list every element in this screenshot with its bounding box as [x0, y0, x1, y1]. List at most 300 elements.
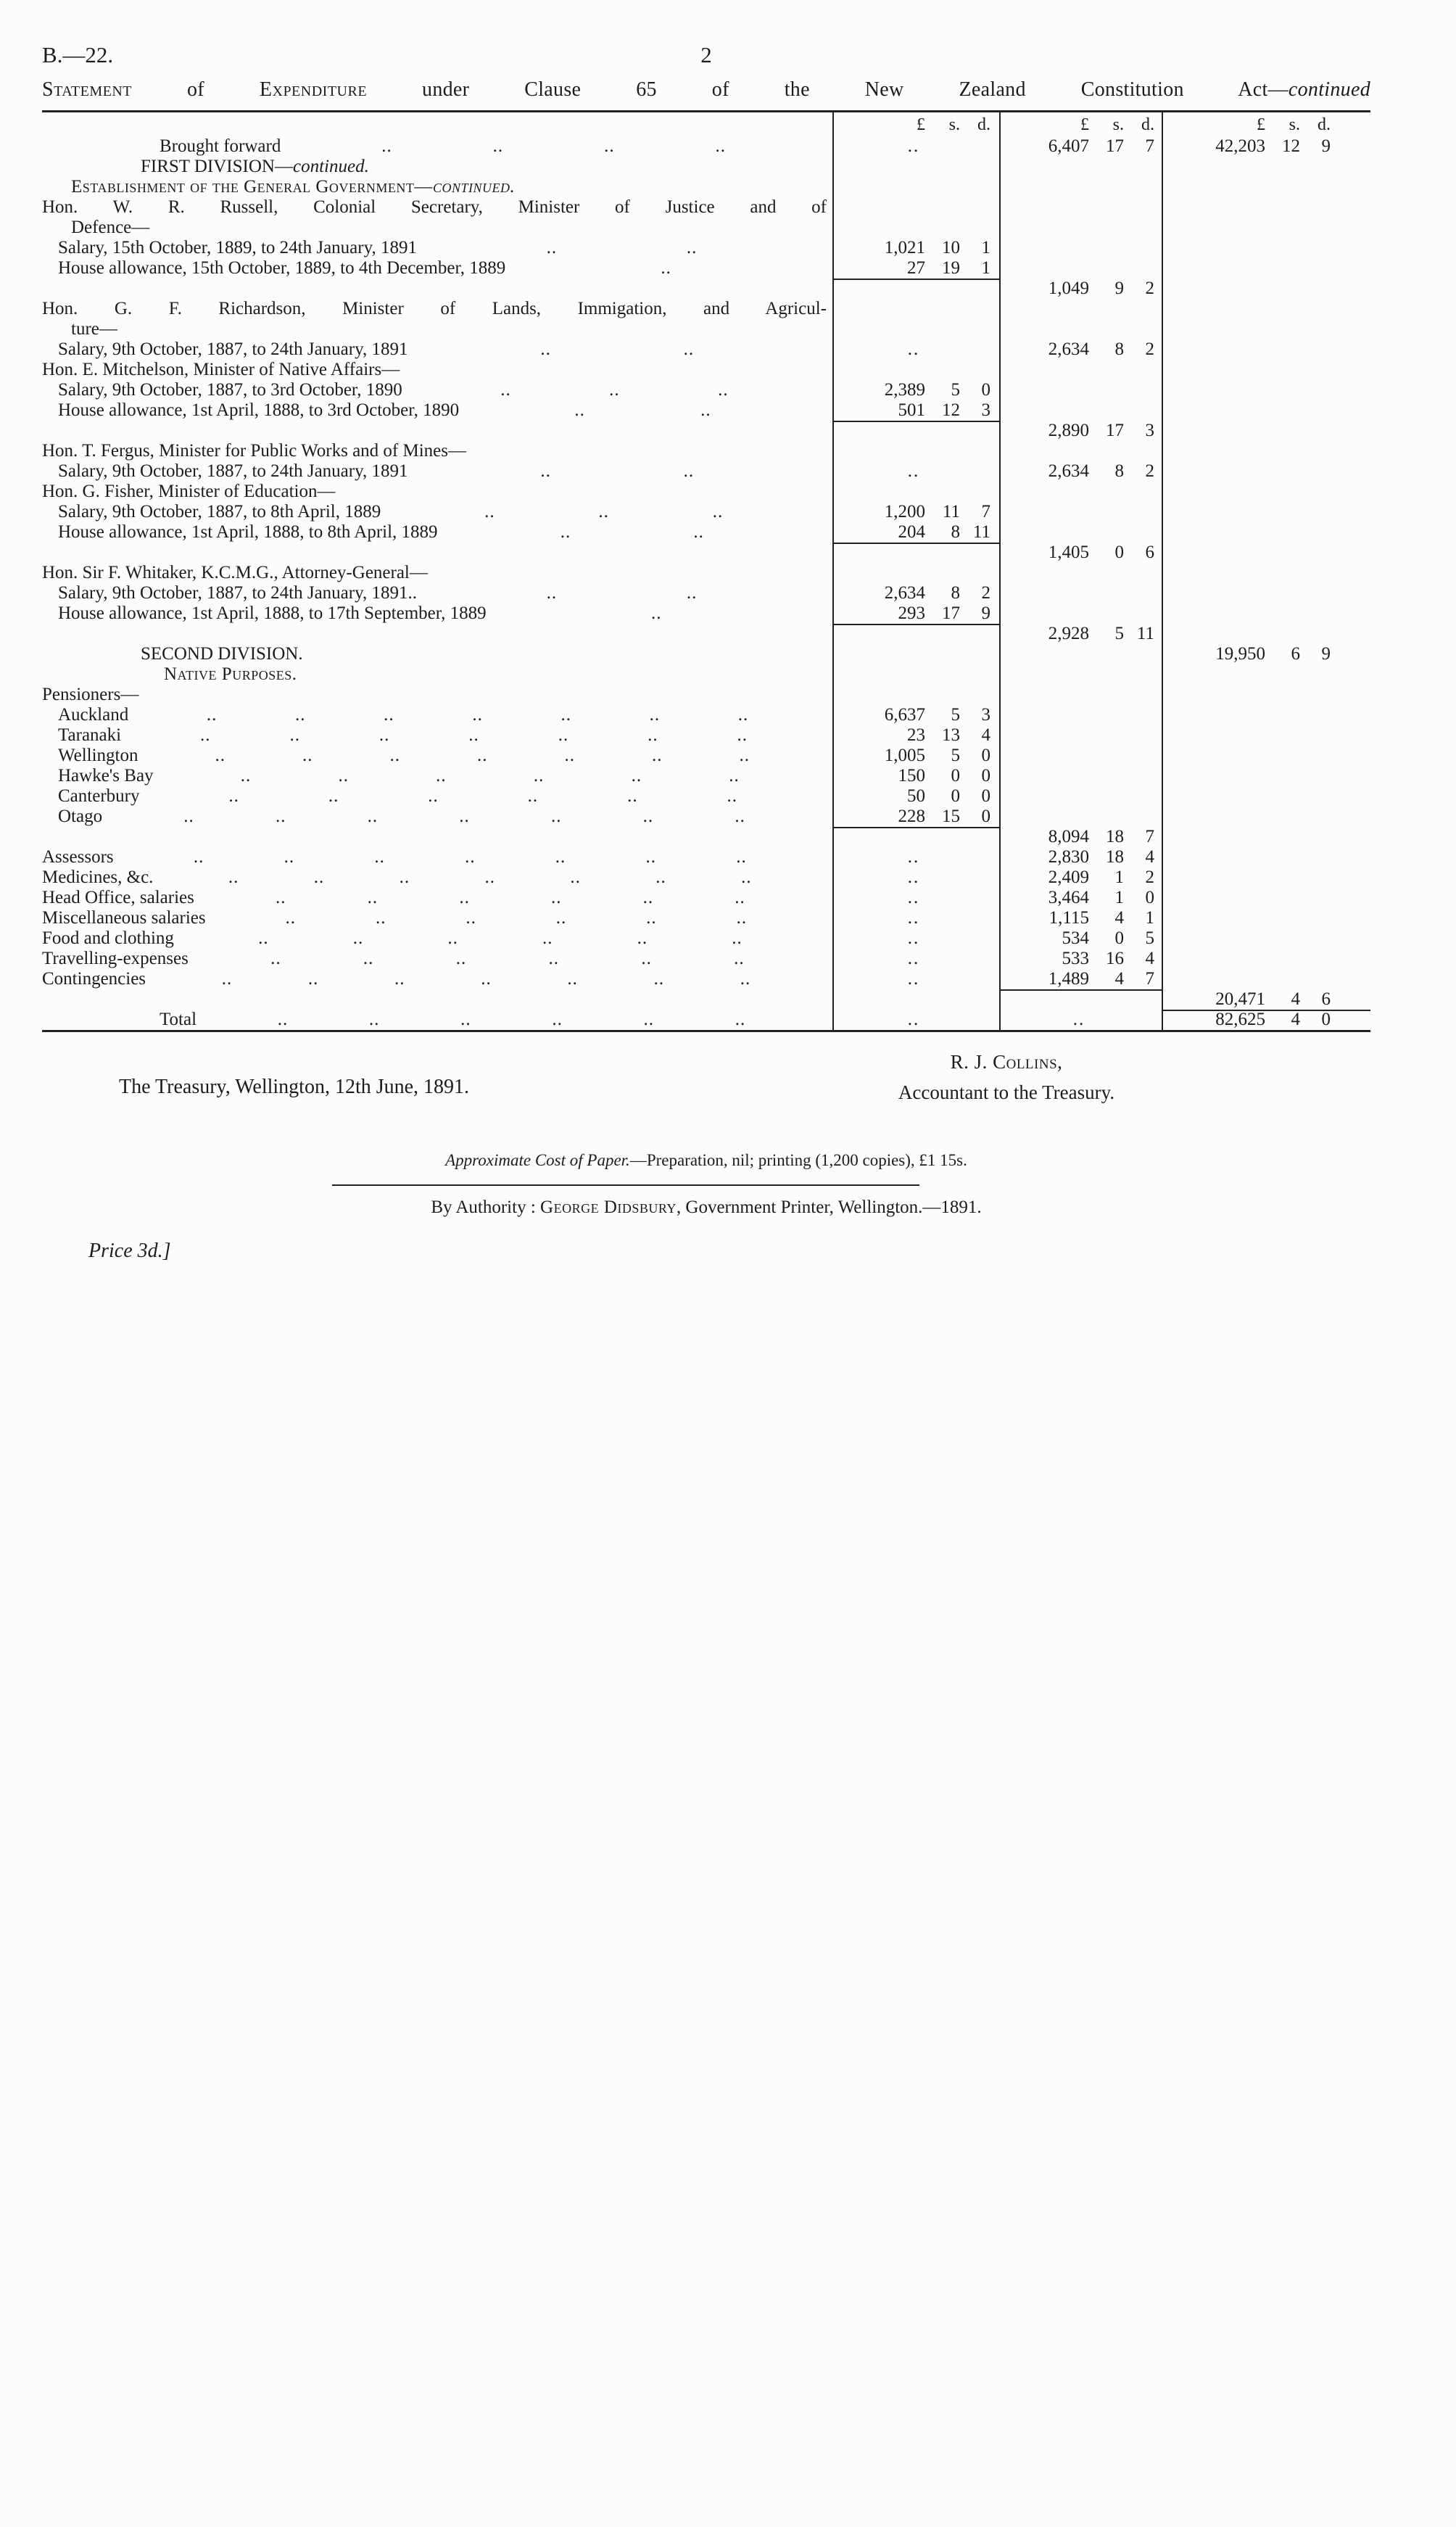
- amount-col3-cell: [1163, 969, 1370, 989]
- table-row: [42, 908, 1370, 928]
- leader-dots: ..: [735, 888, 745, 907]
- row-label: Salary, 9th October, 1887, to 3rd October, 1890: [58, 380, 402, 400]
- leader-dots: ..: [567, 969, 578, 989]
- leader-dots: ..: [459, 888, 470, 907]
- row-label-cell: [42, 543, 834, 563]
- pence-value: 2: [1145, 279, 1154, 298]
- amount-col3-cell: [1163, 563, 1370, 583]
- leader-dots: ..: [604, 136, 615, 156]
- leader-dots: ..: [735, 807, 745, 826]
- leader-dots: ..: [555, 908, 567, 928]
- leader-dots: ..: [307, 969, 319, 989]
- pounds-value: 293: [898, 603, 925, 623]
- amount-col1-cell: [834, 644, 1001, 664]
- leader-dots: ..: [649, 705, 661, 725]
- table-row: [42, 218, 1370, 238]
- pounds-value: 534: [1062, 928, 1089, 948]
- leader-dots: ..: [428, 786, 439, 806]
- row-label: Salary, 9th October, 1887, to 24th January, 1891: [58, 339, 408, 359]
- leader-dots: ..: [718, 380, 729, 400]
- amount-col2-cell: [1001, 157, 1163, 177]
- amount-placeholder-dots: ..: [1072, 1010, 1085, 1029]
- leader-dots: ..: [338, 766, 349, 786]
- pounds-value: 501: [898, 400, 925, 420]
- leader-dots: ..: [492, 136, 504, 156]
- cost-note-rest: —Preparation, nil; printing (1,200 copies), £1 15s.: [629, 1151, 967, 1169]
- leader-dots: ..: [735, 1010, 746, 1029]
- amount-col2-cell: [1001, 563, 1163, 583]
- leader-dots: ..: [368, 1010, 380, 1029]
- leader-dots: ..: [641, 949, 652, 968]
- shillings-value: 4: [1291, 1010, 1300, 1029]
- amount-col1-cell: [834, 157, 1001, 177]
- row-label-cell: [42, 603, 834, 624]
- table-row: [42, 177, 1370, 197]
- row-label-cell: [42, 949, 834, 969]
- dot-leader: [153, 867, 827, 888]
- leader-dots: ..: [221, 969, 233, 989]
- leader-dots: ..: [215, 746, 226, 765]
- leader-dots: ..: [527, 786, 539, 806]
- shillings-value: 19: [942, 258, 960, 278]
- shillings-value: 11: [942, 502, 960, 522]
- pounds-value: 204: [898, 522, 925, 542]
- leader-dots: ..: [546, 583, 558, 603]
- shillings-value: 4: [1114, 969, 1124, 989]
- pence-header: d.: [1141, 115, 1154, 134]
- amount-placeholder-dots: ..: [907, 888, 920, 907]
- amount-col1-cell: [834, 603, 1001, 624]
- table-row: [42, 339, 1370, 360]
- amount-col3-cell: [1163, 299, 1370, 319]
- leader-dots: ..: [686, 583, 698, 603]
- pounds-value: 27: [907, 258, 925, 278]
- pounds-header: £: [1257, 115, 1265, 134]
- amount-col1-cell: [834, 949, 1001, 969]
- row-label-cell: [42, 827, 834, 847]
- leader-dots: ..: [459, 807, 470, 826]
- shillings-value: 8: [951, 583, 960, 603]
- leader-dots: ..: [642, 807, 654, 826]
- row-label-cell: [42, 644, 834, 664]
- amount-col1-cell: [834, 400, 1001, 421]
- amount-col1-cell: [834, 685, 1001, 705]
- dot-leader: [121, 725, 827, 746]
- pence-value: 0: [981, 807, 990, 826]
- leader-dots: ..: [302, 746, 313, 765]
- table-row: [42, 725, 1370, 746]
- amount-col2-cell: [1001, 299, 1163, 319]
- table-row: [42, 563, 1370, 583]
- amount-col2-cell: [1001, 746, 1163, 766]
- pounds-header: £: [917, 115, 925, 134]
- amount-col3-cell: [1163, 685, 1370, 705]
- dot-leader: [146, 969, 827, 989]
- leader-dots: ..: [389, 746, 400, 765]
- leader-dots: ..: [240, 766, 252, 786]
- title-continued: continued: [1288, 78, 1370, 101]
- amount-col3-cell: [1163, 725, 1370, 746]
- shillings-value: 4: [1291, 989, 1300, 1009]
- pence-value: 7: [1145, 827, 1154, 846]
- row-label-cell: [42, 339, 834, 360]
- table-row: [42, 583, 1370, 603]
- amount-col3-cell: [1163, 847, 1370, 867]
- pence-value: 1: [981, 258, 990, 278]
- dot-leader: [417, 238, 827, 258]
- amount-col2-cell: [1001, 380, 1163, 400]
- amount-col1-cell: [834, 705, 1001, 725]
- shillings-value: 17: [1106, 421, 1124, 440]
- row-label-cell: [42, 725, 834, 746]
- pounds-value: 1,021: [884, 238, 925, 257]
- amount-col1-cell: [834, 888, 1001, 908]
- row-label: House allowance, 1st April, 1888, to 17th September, 1889: [58, 603, 487, 623]
- row-label-cell: [42, 218, 834, 238]
- row-label-cell: [42, 421, 834, 441]
- row-label: Miscellaneous salaries: [42, 908, 206, 928]
- row-label: Establishment of the General Government—: [71, 177, 433, 197]
- table-row: [42, 1010, 1370, 1030]
- row-label-italic: continued.: [292, 157, 369, 176]
- amount-col1-cell: [834, 543, 1001, 563]
- leader-dots: ..: [375, 908, 386, 928]
- shillings-value: 5: [1114, 624, 1124, 643]
- amount-col3-cell: [1163, 827, 1370, 847]
- place-date-line: The Treasury, Wellington, 12th June, 1891.: [119, 1076, 470, 1098]
- pence-value: 4: [1145, 949, 1154, 968]
- leader-dots: ..: [737, 705, 749, 725]
- amount-placeholder-dots: ..: [907, 339, 920, 359]
- row-label-cell: [42, 441, 834, 461]
- amount-col2-cell: [1001, 461, 1163, 482]
- money-header-cell-2: [1001, 112, 1163, 136]
- amount-col1-cell: [834, 1010, 1001, 1030]
- table-row: [42, 441, 1370, 461]
- amount-col2-cell: [1001, 685, 1163, 705]
- pence-value: 7: [1145, 969, 1154, 989]
- cost-note-lead: Approximate Cost of Paper.: [445, 1151, 630, 1169]
- amount-placeholder-dots: ..: [907, 908, 920, 928]
- amount-col2-cell: [1001, 522, 1163, 543]
- row-label-cell: [42, 502, 834, 522]
- leader-dots: ..: [739, 746, 750, 765]
- dot-leader: [438, 522, 827, 543]
- leader-dots: ..: [381, 136, 392, 156]
- pence-value: 11: [1136, 624, 1154, 643]
- pence-value: 9: [1321, 136, 1331, 156]
- dot-leader: [487, 603, 827, 624]
- amount-col3-cell: [1163, 786, 1370, 807]
- leader-dots: ..: [476, 746, 488, 765]
- table-row: [42, 136, 1370, 157]
- table-row: [42, 827, 1370, 847]
- amount-col3-cell: [1163, 157, 1370, 177]
- row-label-cell: [42, 664, 834, 685]
- amount-col1-cell: [834, 786, 1001, 807]
- amount-col3-cell: [1163, 543, 1370, 563]
- amount-col3-cell: [1163, 949, 1370, 969]
- leader-dots: ..: [631, 766, 642, 786]
- authority-pre: By Authority :: [431, 1197, 541, 1217]
- leader-dots: ..: [693, 522, 704, 542]
- row-label: Salary, 15th October, 1889, to 24th January, 1891: [58, 238, 417, 257]
- pence-value: 7: [981, 502, 990, 522]
- amount-col3-cell: [1163, 624, 1370, 644]
- leader-dots: ..: [686, 238, 698, 257]
- amount-col1-cell: [834, 867, 1001, 888]
- pence-value: 2: [1145, 461, 1154, 481]
- shillings-value: 0: [1114, 928, 1124, 948]
- leader-dots: ..: [574, 400, 585, 420]
- pounds-value: 1,405: [1048, 543, 1089, 562]
- amount-col2-cell: [1001, 1010, 1163, 1030]
- amount-col3-cell: [1163, 908, 1370, 928]
- amount-col3-cell: [1163, 705, 1370, 725]
- leader-dots: ..: [394, 969, 405, 989]
- amount-col2-cell: [1001, 908, 1163, 928]
- price-note: Price 3d.]: [88, 1240, 171, 1262]
- leader-dots: ..: [546, 238, 558, 257]
- row-label: Native Purposes.: [164, 664, 297, 684]
- amount-col3-cell: [1163, 360, 1370, 380]
- row-label-cell: [42, 969, 834, 989]
- amount-col2-cell: [1001, 543, 1163, 563]
- table-row: [42, 928, 1370, 949]
- row-label-cell: [42, 482, 834, 502]
- leader-dots: ..: [561, 705, 571, 725]
- shillings-header: s.: [948, 115, 960, 134]
- shillings-value: 8: [1114, 461, 1124, 481]
- amount-col2-cell: [1001, 624, 1163, 644]
- row-label: House allowance, 1st April, 1888, to 3rd October, 1890: [58, 400, 460, 420]
- pence-value: 0: [981, 786, 990, 806]
- leader-dots: ..: [468, 725, 479, 745]
- shillings-value: 1: [1114, 867, 1124, 887]
- leader-dots: ..: [481, 969, 492, 989]
- amount-col2-cell: [1001, 258, 1163, 279]
- amount-col3-cell: [1163, 136, 1370, 157]
- leader-dots: ..: [646, 908, 657, 928]
- amount-col1-cell: [834, 339, 1001, 360]
- amount-col1-cell: [834, 258, 1001, 279]
- title-word-expenditure: Expenditure: [259, 78, 368, 101]
- shillings-value: 1: [1114, 888, 1124, 907]
- amount-col2-cell: [1001, 847, 1163, 867]
- leader-dots: ..: [651, 746, 663, 765]
- leader-dots: ..: [363, 949, 374, 968]
- row-label: House allowance, 1st April, 1888, to 8th April, 1889: [58, 522, 438, 542]
- leader-dots: ..: [533, 766, 545, 786]
- table-row: [42, 400, 1370, 421]
- dot-leader: [281, 136, 827, 157]
- dot-leader: [194, 888, 827, 908]
- leader-dots: ..: [712, 502, 724, 522]
- leader-dots: ..: [328, 786, 339, 806]
- leader-dots: ..: [367, 807, 379, 826]
- pounds-value: 1,200: [884, 502, 925, 522]
- pounds-value: 20,471: [1215, 989, 1265, 1009]
- pence-value: 1: [981, 238, 990, 257]
- row-label: Salary, 9th October, 1887, to 8th April, 1889: [58, 502, 381, 522]
- row-label-cell: [42, 786, 834, 807]
- dot-leader: [381, 502, 827, 522]
- dot-leader: [114, 847, 827, 867]
- pounds-value: 2,389: [884, 380, 925, 400]
- row-label-cell: [42, 989, 834, 1010]
- leader-dots: ..: [284, 847, 295, 867]
- table-row: [42, 664, 1370, 685]
- row-label-cell: [42, 461, 834, 482]
- leader-dots: ..: [627, 786, 638, 806]
- table-row: [42, 766, 1370, 786]
- leader-dots: ..: [258, 928, 269, 948]
- row-label: ture—: [71, 319, 117, 339]
- amount-placeholder-dots: ..: [907, 461, 920, 481]
- shillings-value: 12: [942, 400, 960, 420]
- leader-dots: ..: [741, 867, 752, 887]
- amount-col2-cell: [1001, 786, 1163, 807]
- amount-col1-cell: [834, 360, 1001, 380]
- amount-col1-cell: [834, 766, 1001, 786]
- pounds-value: 1,005: [884, 746, 925, 765]
- table-row: [42, 299, 1370, 319]
- amount-col3-cell: [1163, 400, 1370, 421]
- row-label-cell: [42, 685, 834, 705]
- leader-dots: ..: [570, 867, 581, 887]
- table-row: [42, 360, 1370, 380]
- amount-col2-cell: [1001, 867, 1163, 888]
- row-label-cell: [42, 624, 834, 644]
- amount-col2-cell: [1001, 177, 1163, 197]
- dot-leader: [402, 380, 827, 400]
- leader-dots: ..: [460, 1010, 471, 1029]
- signature-section: [42, 1032, 1370, 1125]
- pence-value: 4: [1145, 847, 1154, 867]
- title-clause-text: under Clause 65 of the New Zealand Constitution Act—: [367, 78, 1289, 101]
- pence-value: 0: [1321, 1010, 1331, 1029]
- table-row: [42, 685, 1370, 705]
- row-label: Travelling-expenses: [42, 949, 189, 968]
- shillings-value: 0: [951, 766, 960, 786]
- dot-leader: [139, 786, 827, 807]
- money-header-cell-1: [834, 112, 1001, 136]
- leader-dots: ..: [285, 908, 297, 928]
- amount-col1-cell: [834, 482, 1001, 502]
- amount-col1-cell: [834, 928, 1001, 949]
- shillings-value: 5: [951, 380, 960, 400]
- amount-col2-cell: [1001, 827, 1163, 847]
- shillings-value: 5: [951, 705, 960, 725]
- row-label-cell: [42, 563, 834, 583]
- row-label: Auckland: [58, 705, 129, 725]
- amount-col2-cell: [1001, 218, 1163, 238]
- row-label: Hon. E. Mitchelson, Minister of Native Affairs—: [42, 360, 400, 379]
- amount-col2-cell: [1001, 664, 1163, 685]
- amount-col2-cell: [1001, 197, 1163, 218]
- leader-dots: ..: [542, 928, 553, 948]
- amount-col1-cell: [834, 421, 1001, 441]
- amount-col1-cell: [834, 989, 1001, 1010]
- amount-col2-cell: [1001, 400, 1163, 421]
- dot-leader: [189, 949, 827, 969]
- amount-col2-cell: [1001, 360, 1163, 380]
- pounds-value: 1,115: [1048, 908, 1089, 928]
- amount-col1-cell: [834, 725, 1001, 746]
- amount-col1-cell: [834, 461, 1001, 482]
- pence-value: 9: [981, 603, 990, 623]
- dot-leader: [417, 583, 827, 603]
- pounds-value: 8,094: [1048, 827, 1089, 846]
- dot-leader: [154, 766, 827, 786]
- amount-col2-cell: [1001, 928, 1163, 949]
- table-row: [42, 421, 1370, 441]
- pence-value: 6: [1321, 989, 1331, 1009]
- table-row: [42, 543, 1370, 563]
- amount-col1-cell: [834, 847, 1001, 867]
- row-label-cell: [42, 807, 834, 827]
- leader-dots: ..: [648, 725, 658, 745]
- amount-col2-cell: [1001, 888, 1163, 908]
- amount-col2-cell: [1001, 725, 1163, 746]
- dot-leader: [128, 705, 827, 725]
- row-label-cell: [42, 197, 834, 218]
- page-header-bar: [42, 42, 1370, 68]
- leader-dots: ..: [206, 705, 218, 725]
- row-label-cell: [42, 299, 834, 319]
- table-row: [42, 949, 1370, 969]
- leader-dots: ..: [193, 847, 204, 867]
- amount-col1-cell: [834, 441, 1001, 461]
- amount-col1-cell: [834, 319, 1001, 339]
- amount-placeholder-dots: ..: [907, 1010, 920, 1029]
- amount-col2-cell: [1001, 766, 1163, 786]
- row-label: Medicines, &c.: [42, 867, 154, 887]
- row-label-italic: continued.: [432, 177, 516, 197]
- table-row: [42, 157, 1370, 177]
- amount-col2-cell: [1001, 319, 1163, 339]
- pounds-value: 2,830: [1048, 847, 1089, 867]
- row-label: Taranaki: [58, 725, 122, 745]
- row-label-cell: [42, 400, 834, 421]
- pence-value: 0: [981, 766, 990, 786]
- table-row: [42, 867, 1370, 888]
- amount-col1-cell: [834, 502, 1001, 522]
- table-row: [42, 238, 1370, 258]
- amount-col3-cell: [1163, 522, 1370, 543]
- amount-col3-cell: [1163, 766, 1370, 786]
- dot-leader: [459, 400, 827, 421]
- amount-col3-cell: [1163, 197, 1370, 218]
- pounds-value: 42,203: [1215, 136, 1265, 156]
- authority-post: , Government Printer, Wellington.—1891.: [676, 1197, 982, 1217]
- shillings-header: s.: [1112, 115, 1124, 134]
- row-label: Hon. G. F. Richardson, Minister of Lands, Immigation, and Agricul-: [42, 299, 827, 318]
- amount-placeholder-dots: ..: [907, 847, 920, 867]
- table-row: [42, 279, 1370, 299]
- leader-dots: ..: [736, 908, 748, 928]
- amount-col3-cell: [1163, 177, 1370, 197]
- row-label: Hon. W. R. Russell, Colonial Secretary, Minister of Justice and of: [42, 197, 827, 217]
- pounds-value: 3,464: [1048, 888, 1089, 907]
- pounds-value: 19,950: [1215, 644, 1265, 664]
- leader-dots: ..: [228, 867, 239, 887]
- amount-col1-cell: [834, 746, 1001, 766]
- amount-col1-cell: [834, 624, 1001, 644]
- table-row: [42, 319, 1370, 339]
- leader-dots: ..: [552, 1010, 563, 1029]
- amount-col2-cell: [1001, 807, 1163, 827]
